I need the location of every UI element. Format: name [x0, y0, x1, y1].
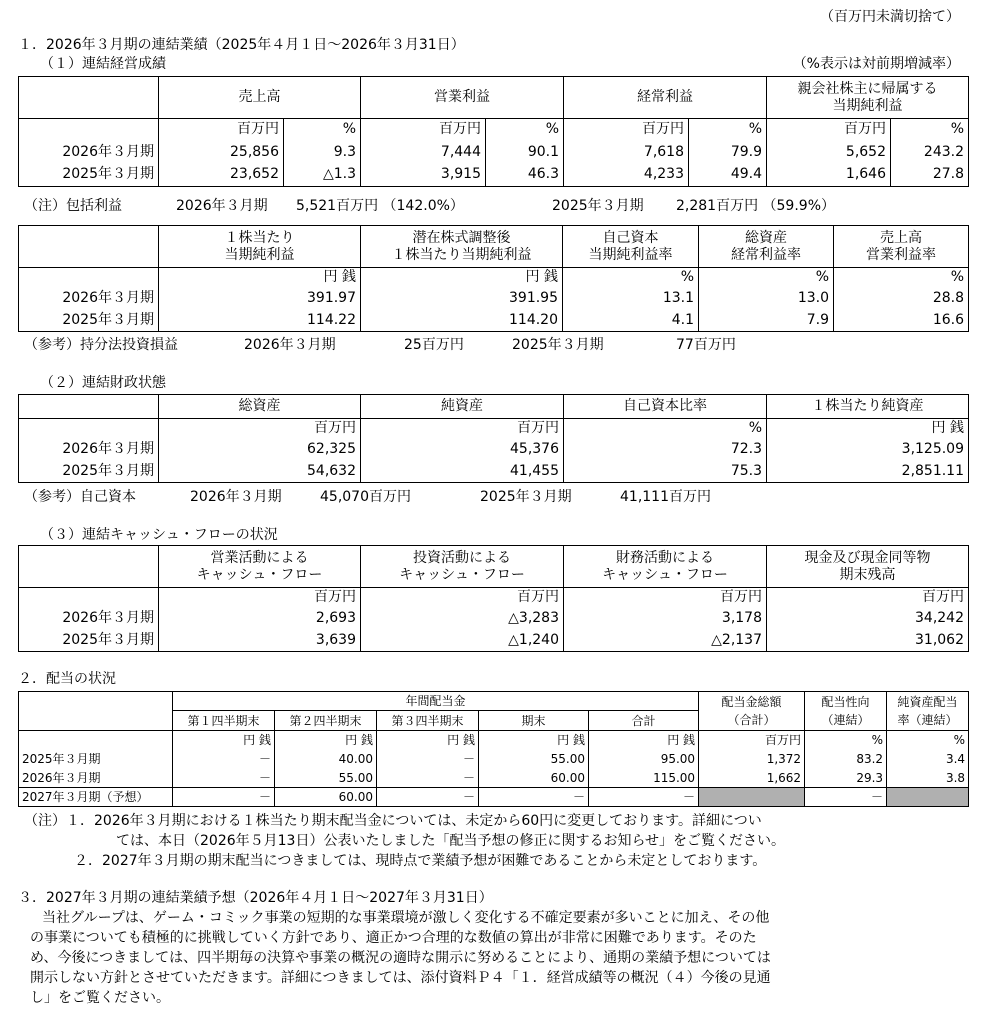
value-cell: 391.95: [361, 288, 563, 310]
value-cell: －: [377, 750, 479, 769]
value-cell: △1.3: [284, 164, 361, 187]
label-cell: [19, 119, 159, 141]
value-cell: －: [479, 788, 589, 807]
value-cell: 114.22: [159, 310, 361, 332]
value-cell: 1,662: [699, 769, 805, 788]
value-cell: 40.00: [275, 750, 377, 769]
header-total: 合計: [589, 711, 699, 731]
value-cell: －: [173, 750, 275, 769]
value-cell: 3.4: [887, 750, 969, 769]
row-label: 2025年３月期: [19, 310, 159, 332]
unit-cell: %: [887, 731, 969, 750]
header-cash-balance: 現金及び現金同等物 期末残高: [767, 546, 969, 588]
header-doe: 純資産配当 率（連結）: [887, 692, 969, 731]
value-cell: 4.1: [563, 310, 699, 332]
value-cell: 243.2: [891, 141, 969, 164]
dividends-table: [18, 691, 969, 807]
header-annual-dividend: 年間配当金: [173, 692, 699, 711]
header-bps: １株当たり純資産: [767, 395, 969, 419]
value-cell: 3,915: [361, 164, 486, 187]
unit-cell: 百万円: [699, 731, 805, 750]
value-cell: 9.3: [284, 141, 361, 164]
value-cell: 3,178: [564, 608, 767, 630]
value-cell: 25,856: [159, 141, 284, 164]
value-cell: 7.9: [699, 310, 834, 332]
value-cell: 95.00: [589, 750, 699, 769]
value-cell: △1,240: [361, 630, 564, 652]
value-cell: 60.00: [479, 769, 589, 788]
unit-cell: 百万円: [767, 588, 969, 608]
row-label: 2026年３月期: [19, 608, 159, 630]
row-label: 2025年３月期: [19, 164, 159, 187]
value-cell: 79.9: [689, 141, 767, 164]
header-diluted-eps: 潜在株式調整後 １株当たり当期純利益: [361, 226, 563, 268]
dividend-note-1-cont: ては、本日（2026年５月13日）公表いたしました「配当予想の修正に関するお知らせ」をご覧ください。: [116, 833, 786, 849]
operating-results-table: [18, 76, 969, 187]
label-cell: [19, 731, 173, 750]
value-cell: 7,618: [564, 141, 689, 164]
section2-title: ２．配当の状況: [18, 671, 116, 687]
unit-cell: 円 銭: [479, 731, 589, 750]
forecast-line: し」をご覧ください。: [30, 990, 170, 1006]
value-cell: 13.0: [699, 288, 834, 310]
value-cell: △3,283: [361, 608, 564, 630]
note-period: 2026年３月期: [190, 489, 282, 505]
note-period: 2025年３月期: [480, 489, 572, 505]
corner-cell: [19, 77, 159, 119]
pct-note: （%表示は対前期増減率）: [792, 56, 960, 72]
forecast-line: の事業についても積極的に挑戦していく方針であり、適正かつ合理的な数値の算出が非常に困難であります。そのた: [30, 930, 757, 946]
row-label: 2026年３月期: [19, 288, 159, 310]
value-cell: 1,646: [767, 164, 891, 187]
unit-cell: 百万円: [159, 419, 361, 439]
header-operating-margin: 売上高 営業利益率: [834, 226, 969, 268]
unit-cell: %: [891, 119, 969, 141]
unit-cell: 円 銭: [173, 731, 275, 750]
note-equity-label: （参考）自己資本: [24, 489, 136, 505]
value-cell: －: [589, 788, 699, 807]
corner-cell: [19, 546, 159, 588]
unit-cell: 円 銭: [377, 731, 479, 750]
value-cell: －: [173, 788, 275, 807]
cash-flow-table: [18, 545, 969, 652]
value-cell: 34,242: [767, 608, 969, 630]
row-label: 2027年３月期（予想）: [19, 788, 173, 807]
row-label: 2025年３月期: [19, 630, 159, 652]
unit-cell: %: [564, 419, 767, 439]
value-cell: 23,652: [159, 164, 284, 187]
value-cell: 27.8: [891, 164, 969, 187]
label-cell: [19, 588, 159, 608]
value-cell: 60.00: [275, 788, 377, 807]
header-investing-cf: 投資活動による キャッシュ・フロー: [361, 546, 564, 588]
value-cell: 1,372: [699, 750, 805, 769]
unit-cell: %: [834, 268, 969, 288]
value-cell: 114.20: [361, 310, 563, 332]
value-cell: 3.8: [887, 769, 969, 788]
dividend-note-1: （注）１．2026年３月期における１株当たり期末配当金については、未定から60円に変更しております。詳細につい: [24, 813, 762, 829]
note-equity-method-label: （参考）持分法投資損益: [24, 337, 178, 353]
header-net-assets: 純資産: [361, 395, 564, 419]
row-label: 2026年３月期: [19, 769, 173, 788]
unit-cell: 百万円: [564, 119, 689, 141]
header-year-end: 期末: [479, 711, 589, 731]
header-roe: 自己資本 当期純利益率: [563, 226, 699, 268]
section1-sub3: （３）連結キャッシュ・フローの状況: [40, 527, 278, 543]
row-label: 2026年３月期: [19, 439, 159, 461]
unit-cell: 百万円: [767, 119, 891, 141]
shaded-cell: [699, 788, 805, 807]
unit-cell: 円 銭: [159, 268, 361, 288]
unit-cell: 百万円: [159, 119, 284, 141]
corner-cell: [19, 226, 159, 268]
value-cell: －: [377, 769, 479, 788]
row-label: 2025年３月期: [19, 750, 173, 769]
value-cell: 5,652: [767, 141, 891, 164]
value-cell: 41,455: [361, 461, 564, 483]
note-period: 2026年３月期: [176, 198, 268, 214]
forecast-line: 当社グループは、ゲーム・コミック事業の短期的な事業環境が激しく変化する不確定要素が多いことに加え、その他: [42, 910, 770, 926]
shaded-cell: [887, 788, 969, 807]
unit-cell: 百万円: [361, 419, 564, 439]
unit-cell: %: [805, 731, 887, 750]
value-cell: 46.3: [486, 164, 564, 187]
unit-cell: %: [699, 268, 834, 288]
unit-cell: 百万円: [159, 588, 361, 608]
unit-note: （百万円未満切捨て）: [820, 9, 960, 25]
value-cell: 31,062: [767, 630, 969, 652]
header-eps: １株当たり 当期純利益: [159, 226, 361, 268]
value-cell: 115.00: [589, 769, 699, 788]
forecast-line: め、今後につきましては、四半期毎の決算や事業の概況の適時な開示に努めることにより、通期の業績予想については: [30, 950, 771, 966]
note-comprehensive-income-label: （注）包括利益: [24, 198, 122, 214]
corner-cell: [19, 395, 159, 419]
value-cell: 7,444: [361, 141, 486, 164]
header-operating-income: 営業利益: [361, 77, 564, 119]
unit-cell: %: [486, 119, 564, 141]
value-cell: 29.3: [805, 769, 887, 788]
unit-cell: %: [689, 119, 767, 141]
unit-cell: 円 銭: [275, 731, 377, 750]
unit-cell: 円 銭: [589, 731, 699, 750]
corner-cell: [19, 692, 173, 731]
value-cell: 54,632: [159, 461, 361, 483]
value-cell: 13.1: [563, 288, 699, 310]
value-cell: 55.00: [275, 769, 377, 788]
unit-cell: 円 銭: [361, 268, 563, 288]
header-operating-cf: 営業活動による キャッシュ・フロー: [159, 546, 361, 588]
header-financing-cf: 財務活動による キャッシュ・フロー: [564, 546, 767, 588]
note-value: 41,111百万円: [620, 489, 711, 505]
value-cell: 391.97: [159, 288, 361, 310]
note-period: 2026年３月期: [244, 337, 336, 353]
header-q2: 第２四半期末: [275, 711, 377, 731]
value-cell: 90.1: [486, 141, 564, 164]
unit-cell: 円 銭: [767, 419, 969, 439]
note-value: 77百万円: [676, 337, 736, 353]
section1-sub2: （２）連結財政状態: [40, 375, 166, 391]
value-cell: 62,325: [159, 439, 361, 461]
value-cell: 3,125.09: [767, 439, 969, 461]
header-total-assets: 総資産: [159, 395, 361, 419]
unit-cell: 百万円: [361, 119, 486, 141]
note-value: 45,070百万円: [320, 489, 411, 505]
label-cell: [19, 268, 159, 288]
header-q1: 第１四半期末: [173, 711, 275, 731]
header-q3: 第３四半期末: [377, 711, 479, 731]
value-cell: －: [805, 788, 887, 807]
section3-title: ３．2027年３月期の連結業績予想（2026年４月１日～2027年３月31日）: [18, 890, 493, 906]
value-cell: －: [173, 769, 275, 788]
label-cell: [19, 419, 159, 439]
note-value: 5,521百万円 （142.0%）: [296, 198, 464, 214]
value-cell: 55.00: [479, 750, 589, 769]
header-sales: 売上高: [159, 77, 361, 119]
header-total-dividends: 配当金総額 （合計）: [699, 692, 805, 731]
value-cell: －: [377, 788, 479, 807]
unit-cell: 百万円: [361, 588, 564, 608]
value-cell: 16.6: [834, 310, 969, 332]
value-cell: 2,851.11: [767, 461, 969, 483]
unit-cell: %: [563, 268, 699, 288]
value-cell: 72.3: [564, 439, 767, 461]
row-label: 2025年３月期: [19, 461, 159, 483]
header-net-income: 親会社株主に帰属する 当期純利益: [767, 77, 969, 119]
financial-position-table: [18, 394, 969, 483]
per-share-table: [18, 225, 969, 332]
note-value: 2,281百万円 （59.9%）: [676, 198, 836, 214]
value-cell: 75.3: [564, 461, 767, 483]
value-cell: 4,233: [564, 164, 689, 187]
value-cell: △2,137: [564, 630, 767, 652]
note-value: 25百万円: [404, 337, 464, 353]
value-cell: 83.2: [805, 750, 887, 769]
unit-cell: %: [284, 119, 361, 141]
header-equity-ratio: 自己資本比率: [564, 395, 767, 419]
value-cell: 28.8: [834, 288, 969, 310]
value-cell: 45,376: [361, 439, 564, 461]
header-roa: 総資産 経常利益率: [699, 226, 834, 268]
section1-sub1: （１）連結経営成績: [40, 56, 166, 72]
section1-title: １．2026年３月期の連結業績（2025年４月１日～2026年３月31日）: [18, 37, 465, 53]
value-cell: 2,693: [159, 608, 361, 630]
forecast-line: 開示しない方針とさせていただきます。詳細につきましては、添付資料Ｐ４「１．経営成績等の概況（４）今後の見通: [30, 970, 771, 986]
note-period: 2025年３月期: [512, 337, 604, 353]
unit-cell: 百万円: [564, 588, 767, 608]
row-label: 2026年３月期: [19, 141, 159, 164]
header-payout-ratio: 配当性向 （連結）: [805, 692, 887, 731]
header-ordinary-income: 経常利益: [564, 77, 767, 119]
value-cell: 3,639: [159, 630, 361, 652]
dividend-note-2: ２．2027年３月期の期末配当につきましては、現時点で業績予想が困難であることから未定としております。: [74, 853, 767, 869]
note-period: 2025年３月期: [552, 198, 644, 214]
value-cell: 49.4: [689, 164, 767, 187]
